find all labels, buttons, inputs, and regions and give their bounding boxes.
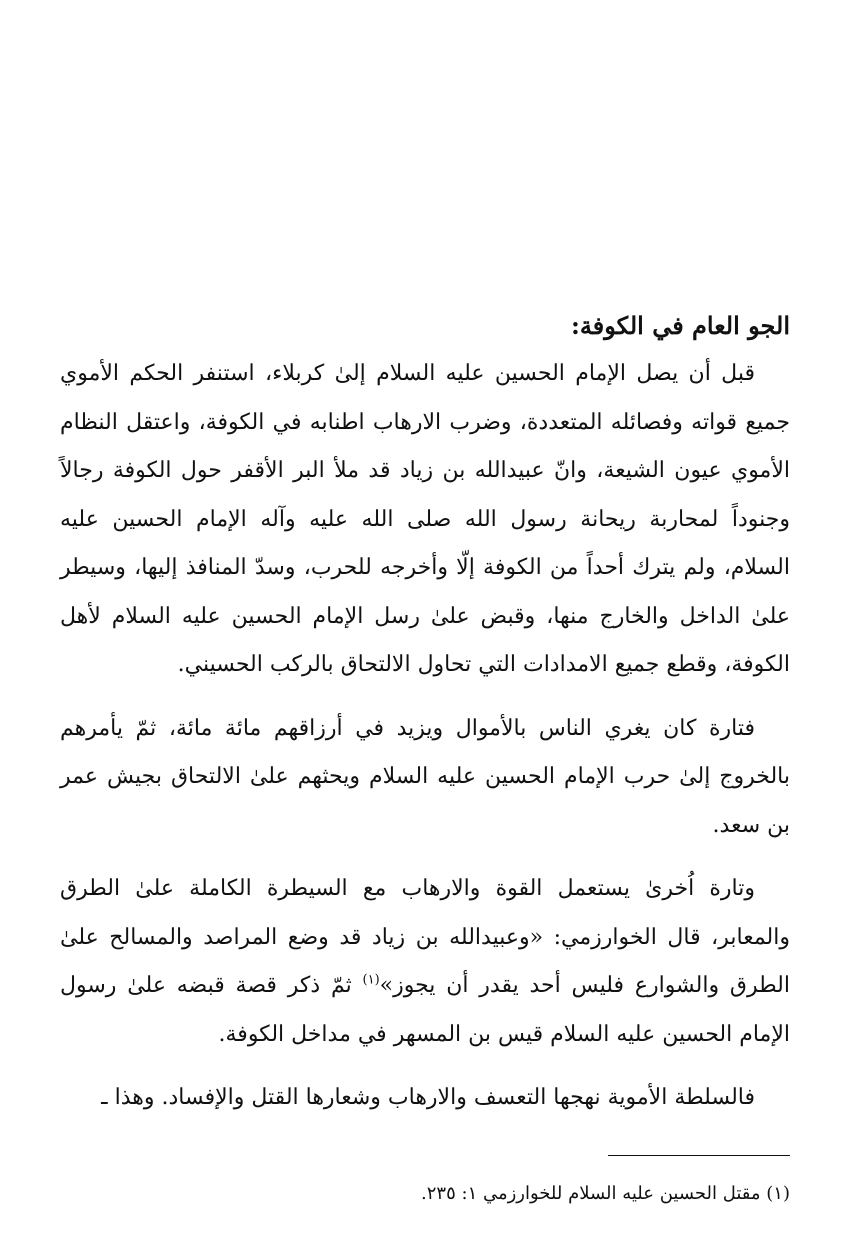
- footnote-reference[interactable]: (١): [362, 972, 380, 988]
- footnote-divider: [608, 1155, 790, 1156]
- paragraph-3-text-after: ثمّ ذكر قصة قبضه علىٰ رسول الإمام الحسين عليه السلام قيس بن المسهر في مداخل الكوفة.: [60, 973, 790, 1047]
- paragraph-1: قبل أن يصل الإمام الحسين عليه السلام إلىٰ كربلاء، استنفر الحكم الأموي جميع قواته وفصائله المتعددة، وضرب الارهاب اطنابه في الكوفة، واعتقل النظام الأموي عيون الشيعة، وانّ عبيدالله بن زياد قد ملأ البر الأقفر حول الكوفة رجالاً وجنوداً لمحاربة ريحانة رسول الله صلى الله عليه وآله الإمام الحسين عليه السلام، ولم يترك أحداً من الكوفة إلّا وأخرجه للحرب، وسدّ المنافذ إليها، وسيطر علىٰ الداخل والخارج منها، وقبض علىٰ رسل الإمام الحسين عليه السلام لأهل الكوفة، وقطع جميع الامدادات التي تحاول الالتحاق بالركب الحسيني.: [60, 361, 790, 677]
- section-title: الجو العام في الكوفة:: [571, 311, 790, 340]
- paragraph-3: [60, 865, 790, 1059]
- paragraph-3-text-before: وتارة اُخرىٰ يستعمل القوة والارهاب مع السيطرة الكاملة علىٰ الطرق والمعابر، قال الخوارزمي: «وعبيدالله بن زياد قد وضع المراصد والمسالح علىٰ الطرق والشوارع فليس أحد يقدر أن يجوز»: [60, 876, 790, 998]
- body-text: [60, 350, 790, 1123]
- document-page: [60, 0, 790, 1251]
- footnote: (١) مقتل الحسين عليه السلام للخوارزمي ١: ٢٣٥.: [421, 1183, 790, 1204]
- paragraph-4: فالسلطة الأموية نهجها التعسف والارهاب وشعارها القتل والإفساد. وهذا ـ: [101, 1085, 755, 1110]
- paragraph-2: فتارة كان يغري الناس بالأموال ويزيد في أرزاقهم مائة مائة، ثمّ يأمرهم بالخروج إلىٰ حرب الإمام الحسين عليه السلام ويحثهم علىٰ الالتحاق بجيش عمر بن سعد.: [60, 715, 790, 838]
